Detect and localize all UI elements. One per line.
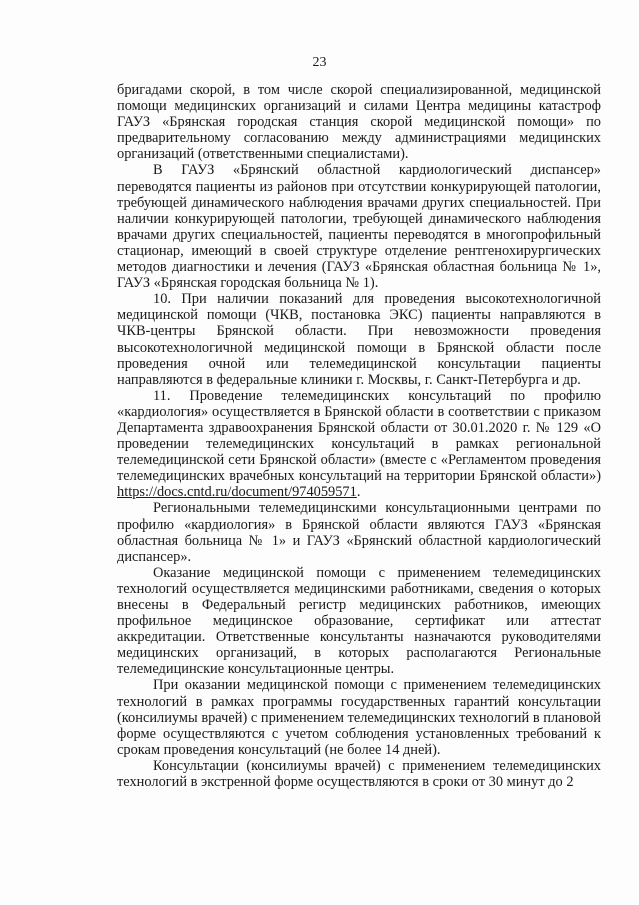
document-body <box>117 82 601 790</box>
paragraph-4-text: 11. Проведение телемедицинских консультаций по профилю «кардиология» осуществляется в Брянской области в соответствии с приказом Департамента здравоохранения Брянской области от 30.01.2020 г. № 129 «О проведении телемедицинских консультаций в рамках региональной телемедицинской сети Брянской области» (вместе с «Регламентом проведения телемедицинских врачебных консультаций на территории Брянской области») <box>117 387 601 485</box>
paragraph-8: Консультации (консилиумы врачей) с применением телемедицинских технологий в экстренной форме осуществляются в сроки от 30 минут до 2 <box>117 757 601 791</box>
paragraph-2: В ГАУЗ «Брянский областной кардиологический диспансер» переводятся пациенты из районов при отсутствии конкурирующей патологии, требующей динамического наблюдения врачами других специальностей. При наличии конкурирующей патологии, требующей динамического наблюдения врачами других специальностей, пациенты переводятся в многопрофильный стационар, имеющий в своей структуре отделение рентгенохирургических методов диагностики и лечения (ГАУЗ «Брянская областная больница № 1», ГАУЗ «Брянская городская больница № 1). <box>117 162 601 292</box>
paragraph-4 <box>117 388 601 501</box>
paragraph-6: Оказание медицинской помощи с применением телемедицинских технологий осуществляется медицинскими работниками, сведения о которых внесены в Федеральный регистр медицинских работников, имеющих профильное медицинское образование, сертификат или аттестат аккредитации. Ответственные консультанты назначаются руководителями медицинских организаций, в которых располагаются Региональные телемедицинские консультационные центры. <box>117 564 601 678</box>
paragraph-3: 10. При наличии показаний для проведения высокотехнологичной медицинской помощи (ЧКВ, постановка ЭКС) пациенты направляются в ЧКВ-центры Брянской области. При невозможности проведения высокотехнологичной медицинской помощи в Брянской области после проведения очной или телемедицинской консультации пациенты направляются в федеральные клиники г. Москвы, г. Санкт-Петербурга и др. <box>117 291 601 388</box>
document-link[interactable]: https://docs.cntd.ru/document/974059571 <box>117 484 357 501</box>
paragraph-5: Региональными телемедицинскими консультационными центрами по профилю «кардиология» в Брянской области являются ГАУЗ «Брянская областная больница № 1» и ГАУЗ «Брянский областной кардиологический диспансер». <box>117 500 601 565</box>
paragraph-4-end: . <box>356 484 361 501</box>
paragraph-7: При оказании медицинской помощи с применением телемедицинских технологий в рамках программы государственных гарантий консультации (консилиумы врачей) с применением телемедицинских технологий в плановой форме осуществляются с учетом соблюдения установленных требований к срокам проведения консультаций (не более 14 дней). <box>117 677 601 758</box>
paragraph-1: бригадами скорой, в том числе скорой специализированной, медицинской помощи медицинских организаций и силами Центра медицины катастроф ГАУЗ «Брянская городская станция скорой медицинской помощи» по предварительному согласованию между администрациями медицинских организаций (ответственными специалистами). <box>117 82 601 163</box>
page-number: 23 <box>312 55 327 70</box>
